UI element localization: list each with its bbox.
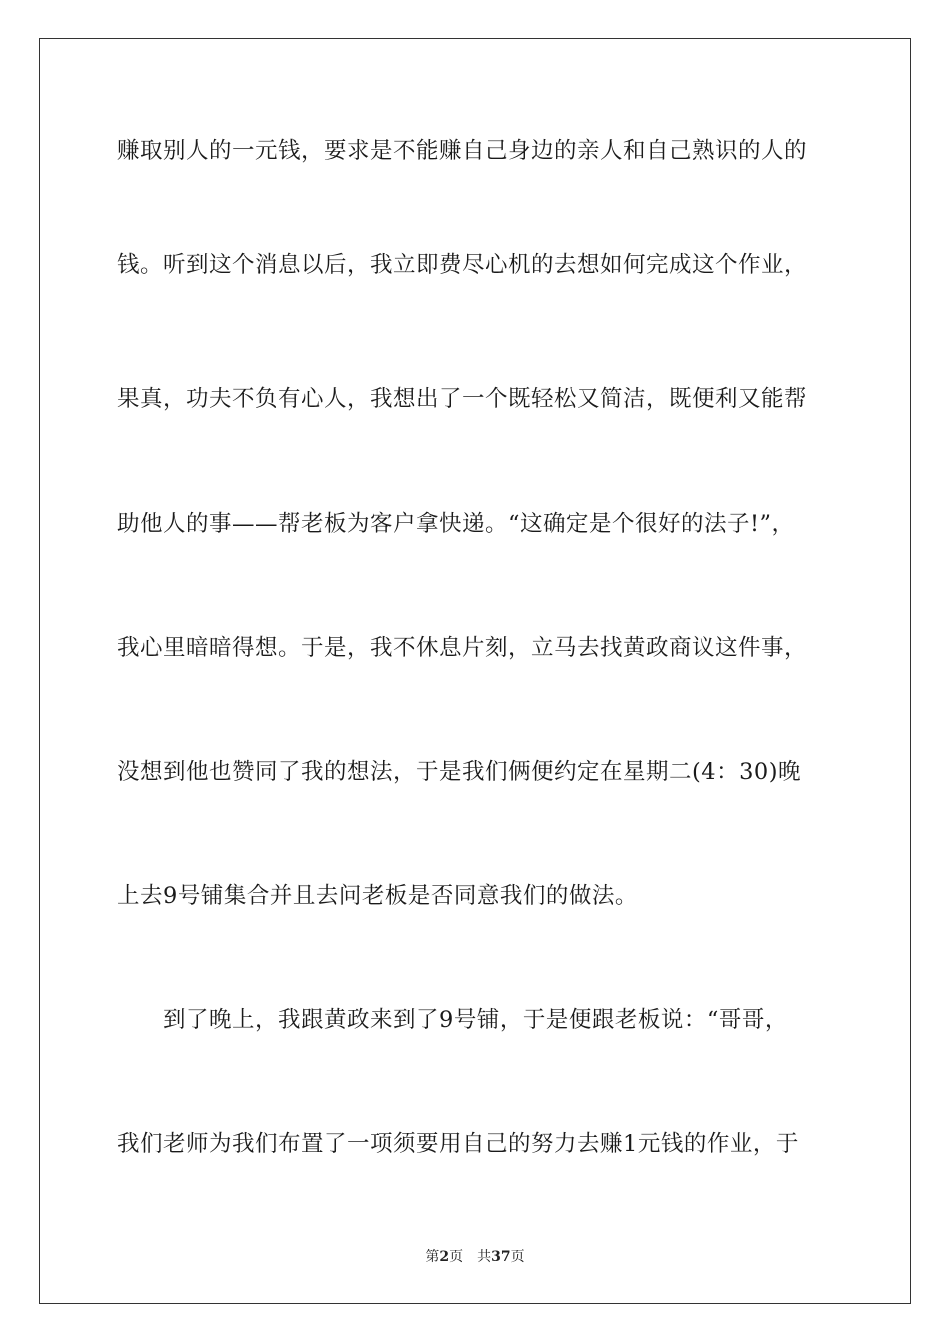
footer-page-suffix: 页 (449, 1249, 464, 1265)
footer-prefix: 第 (425, 1249, 440, 1265)
page-footer (0, 1247, 950, 1267)
paragraph-line-4: 助他人的事——帮老板为客户拿快递。“这确定是个很好的法子!”， (117, 511, 795, 537)
paragraph-line-3: 果真，功夫不负有心人，我想出了一个既轻松又简洁，既便利又能帮 (117, 386, 808, 412)
footer-total-prefix: 共 (477, 1249, 492, 1265)
page-border (39, 38, 911, 1304)
paragraph-line-7: 上去9号铺集合并且去问老板是否同意我们的做法。 (117, 883, 638, 909)
footer-page-number: 2 (439, 1249, 450, 1265)
paragraph-line-1: 赚取别人的一元钱，要求是不能赚自己身边的亲人和自己熟识的人的 (117, 138, 808, 164)
paragraph-line-8: 到了晚上，我跟黄政来到了9号铺，于是便跟老板说：“哥哥， (163, 1007, 788, 1033)
paragraph-line-5: 我心里暗暗得想。于是，我不休息片刻，立马去找黄政商议这件事， (117, 635, 808, 661)
footer-total-suffix: 页 (510, 1249, 525, 1265)
paragraph-line-6: 没想到他也赞同了我的想法，于是我们俩便约定在星期二(4：30)晚 (117, 759, 802, 785)
footer-total-pages: 37 (491, 1249, 511, 1265)
paragraph-line-9: 我们老师为我们布置了一项须要用自己的努力去赚1元钱的作业，于 (117, 1131, 799, 1157)
paragraph-line-2: 钱。听到这个消息以后，我立即费尽心机的去想如何完成这个作业， (117, 252, 808, 278)
